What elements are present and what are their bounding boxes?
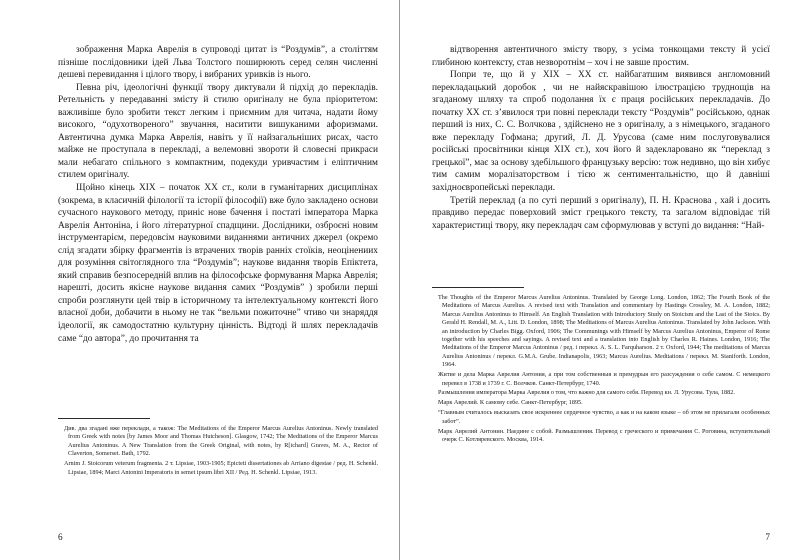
left-page-body-text [58, 44, 378, 345]
footnote-item: “Главным считалось высказать свое искреннее сердечное чувство, а как и на каком языке – об этом не прилагали особенных забот”. [438, 409, 770, 425]
paragraph: відтворення автентичного змісту твору, з усіма тонкощами тексту й усієї глибиною контексту, став незворотнім – хоч і не завше простим. [432, 45, 770, 68]
footnote-item: The Thoughts of the Emperor Marcus Aurelius Antoninus. Translated by George Long. London, 1862; The Fourth Book of the Meditations of Marcus Aurelius. A revised text with Translation and commentary by Hastings Crossley, M. A. London, 1882; Marcus Aurelius Antoninus to Himself. An English Translation with Introductory Study on Stoicism and the Last of the Stoics. By Gerald H. Rendall, M. A., Litt. D. London, 1898; The Meditations of Marcus Aurelius Antoninus. Translated by John Jackson. With an introduction by Charles Bigg. Oxford, 1906; The Communings with Himself by Marcus Aurelius Antoninus, Emperor of Rome together with his speeches and sayings. A revised text and a translation into English by Charles R. Haines. London, 1916; The Meditations of the Emperor Marcus Antoninus / ред. і перекл. A. S. L. Farquharson. 2 т. Oxford, 1944; The meditations of Marcus Aurelius Antoninus / перекл. G.M.A. Grube. Indianapolis, 1963; Marcus Aurelius. Meditations / перекл. M. Staniforth. London, 1964. [438, 294, 770, 369]
footnote-separator-rule [58, 418, 150, 419]
right-page [400, 0, 800, 560]
footnote-item: Arnim J. Stoicorum veterum fragmenta. 2 т. Lipsiae, 1903-1905; Epicteti dissertationes ab Arriano digestae / ред. H. Schenkl. Lipsiae, 1894; Marci Antonini Imperatoris in semet ipsum libri XII / Ред. H. Schenkl. Lipsiae, 1913. [64, 460, 378, 476]
footnote-item: Житие и дела Марка Аврелия Антония, а при том собственныя и премудрыя его разсуждения о себе самом. С немецкого перевел в 1738 и 1739 г. С. Волчков. Санкт-Петербург, 1740. [438, 371, 770, 387]
left-page-footnotes [58, 418, 378, 477]
footnote-item: Марк Аврелий. К самому себе. Санкт-Петербург, 1895. [438, 399, 583, 407]
paragraph: Третій переклад (а по суті перший з оригіналу), П. Н. Краснова , хай і досить правдиво передає поверховий зміст грецького тексту, та загалом відповідає тій характеристиці твору, яку перекладач сам сформулював у вступі до видання: “Най- [432, 195, 770, 231]
paragraph: Певна річ, ідеологічні функції твору диктували й підхід до перекладів. Ретельність у передаванні змісту й стилю оригіналу не була пріоритетом: важливіше було зробити текст легким і приємним для читача, надати йому високого, “одухотвореного” звучання, наситити вишуканими афоризмами. Автентична думка Марка Аврелія, навіть у її найзагальніших рисах, часто майже не проступала в перекладі, а велемовні звороти й словесні прикраси мали небагато спільного з компактним, подекуди уривчастим і еліптичним стилем оригіналу. [58, 82, 378, 181]
page-number-left: 6 [58, 532, 63, 542]
footnote-item: Марк Аврелий Антонин. Наедине с собой. Размышления. Перевод с греческого и примечания С. Роговина, вступительный очерк С. Котляревского. Москва, 1914. [438, 427, 770, 443]
paragraph: зображення Марка Аврелія в супроводі цитат із “Роздумів”, а століттям пізніше послідовники ідей Льва Толстого поширюють серед селян численні дешеві перевидання і цілого твору, і вибраних уривків із нього. [58, 45, 378, 81]
right-page-body-text [432, 44, 770, 232]
footnote-item: Див. два згадані вже переклади, а також: The Meditations of the Emperor Marcus Aurelius Antoninus. Newly translated from Greek with notes [by James Moor and Thomas Hutcheson]. Glasgow, 1742; The Meditations of the Emperor Marcus Aurelius Antoninus. A New Translation from the Greek Original, with notes, by R[ichard] Graves, M. A., Rector of Claverton, Somerset. Bath, 1792. [64, 425, 378, 458]
footnote-item: Размышления императора Марка Аврелия о том, что важно для самого себя. Перевод кн. Л. Урусова. Тула, 1882. [438, 389, 735, 397]
page-number-right: 7 [765, 532, 770, 542]
right-page-footnotes [432, 287, 770, 444]
paragraph: Щойно кінець XIX – початок XX ст., коли в гуманітарних дисциплінах (зокрема, в класичній філології та історії філософії) вже було закладено основи сучасного наукового методу, приніс нове бачення і постаті імператора Марка Аврелія Антоніна, і його літературної спадщини. Дослідники, озброєні новим інструментарієм, передовсім науковими виданнями античних джерел (окремо слід згадати збірку фрагментів із втрачених творів ранніх стоїків, неоцінениих для розуміння світоглядного тла “Роздумів”; наукове видання творів Епіктета, який справив безпосередній вплив на філософське формування Марка Аврелія; нарешті, досить якісне наукове видання самих “Роздумів” ) зробили перші спроби розглянути цей твір в історичному та інтелектуальному контексті його власної доби, добачити в ньому не так “вельми пожиточне” чтиво чи знаряддя ідеології, як самодостатню культурну цінність. Відтоді й шлях перекладачів саме “до автора”, до прочитання та [58, 183, 378, 344]
paragraph: Попри те, що й у XIX – XX ст. найбагатшим виявився англомовний перекладацький доробок , чи не найяскравішою ілюстрацією труднощів на згаданому шляху та спроб подолання їх є праця російських перекладачів. До початку XX ст. з’явилося три повні переклади тексту “Роздумів” російською, однак перший із них, С. С. Волчкова , здійснено не з оригіналу, а з німецького, згаданого вже перекладу Гофмана; другий, Л. Д. Урусова (саме ним послуговувалися російські просвітники кінця XIX ст.), хоч його й задекларовано як “переклад з грецької”, має за основу здебільшого французьку версію: тож недивно, що він хибує тим самим моралізаторством і тією ж сентиментальністю, що й давніші західноєвропейські переклади. [432, 70, 770, 194]
footnote-separator-rule [432, 287, 524, 288]
